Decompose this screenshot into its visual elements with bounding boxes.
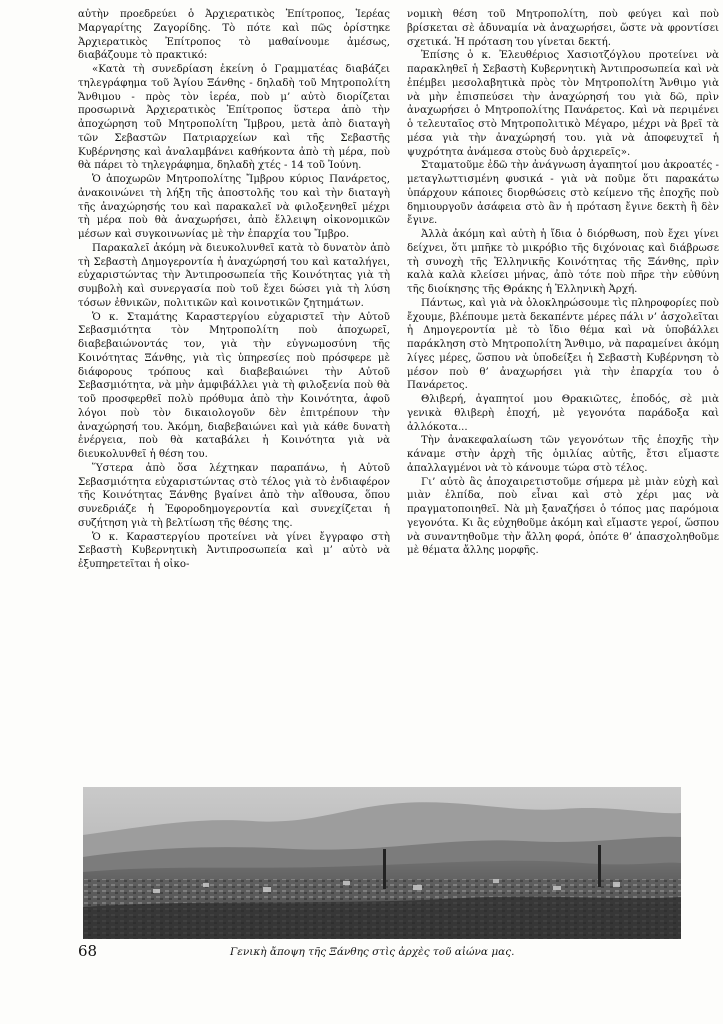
paragraph: Ἀλλὰ ἀκόμη καὶ αὐτὴ ἡ ἴδια ὁ διόρθωση, ποὺ ἔχει γίνει δείχνει, ὅτι μπῆκε τὸ μικρόβιο τῆς διχόνοιας καὶ διάβρωσε τὴ συνοχὴ τῆς Ἑλληνικῆς Κοινότητας τῆς Ξάνθης, πρὶν καλὰ καλὰ κλείσει μήνας, ἀπὸ τότε ποὺ πῆρε τὴν εὐθύνη τῆς διοίκησης τῆς Θράκης ἡ Ἑλληνικὴ Ἀρχή. — [407, 229, 719, 295]
paragraph: αὐτὴν προεδρεύει ὁ Ἀρχιερατικὸς Ἐπίτροπος, Ἱερέας Μαργαρίτης Ζαγορίδης. Τὸ πότε καὶ πῶς ὁρίστηκε Ἀρχιερατικὸς Ἐπίτροπος τὸ μαθαίνουμε ἀμέσως, διαβάζουμε τὸ πρακτικό: — [78, 9, 390, 62]
paragraph: Σταματοῦμε ἐδῶ τὴν ἀνάγνωση ἀγαπητοί μου ἀκροατές - μεταγλωττισμένη φυσικά - γιὰ νὰ ποῦμε ὅτι παρακάτω ὑπάρχουν κάποιες διορθώσεις στὸ κείμενο τῆς ἐποχῆς ποὺ δημιουργοῦν ἀσάφεια στὸ ἂν ἡ πρόταση ἔγινε δεκτὴ ἢ δὲν ἔγινε. — [407, 160, 719, 227]
paragraph: Ἐπίσης ὁ κ. Ἐλευθέριος Χασιοτζόγλου προτείνει νὰ παρακληθεῖ ἡ Σεβαστὴ Κυβερνητικὴ Ἀντιπροσωπεία καὶ νὰ ἐπέμβει μεσολαβητικὰ πρὸς τὸν Μητροπολίτη Ἄνθιμο γιὰ νὰ μὴν ἐπισπεύσει τὴν ἀναχώρησή του γιὰ δῶ, πρὶν ἀναχωρήσει ὁ Μητροπολίτης Πανάρετος. Καὶ νὰ περιμένει ὁ τελευταῖος στὸ Μητροπολιτικὸ Μέγαρο, μέχρι νὰ βρεῖ τὰ μέσα γιὰ τὴν ἀναχώρησή του. γιὰ νὰ ἀποφευχτεῖ ἡ ψυχρότητα ἀνάμεσα στοὺς δυὸ ἀρχιερεῖς». — [407, 50, 719, 158]
paragraph: Παρακαλεῖ ἀκόμη νὰ διευκολυνθεῖ κατὰ τὸ δυνατὸν ἀπὸ τὴ Σεβαστὴ Δημογεροντία ἡ ἀναχώρησή του καὶ καταλήγει, εὐχαριστώντας τὴν Ἀντιπροσωπεία τῆς Κοινότητας γιὰ τὴ συμβολὴ καὶ συνεργασία ποὺ τοῦ ἔχει δώσει γιὰ τὴ λύση τόσων ἐθνικῶν, πολιτικῶν καὶ κοινοτικῶν ζητημάτων. — [78, 242, 390, 309]
text-column-left — [78, 8, 390, 572]
photo-xanthi-panorama — [83, 787, 681, 939]
panorama-illustration — [83, 787, 681, 939]
minaret-shape — [383, 849, 386, 889]
paragraph: Γι’ αὐτὸ ἂς ἀποχαιρετιστοῦμε σήμερα μὲ μιὰν εὐχὴ καὶ μιὰν ἐλπίδα, ποὺ εἶναι καὶ στὸ χέρι μας νὰ πραγματοποιηθεῖ. Νὰ μὴ ξαναζήσει ὁ τόπος μας παρόμοια γεγονότα. Κι ἂς εὐχηθοῦμε ἀκόμη καὶ εἴμαστε γεροί, ὥσπου νὰ συναντηθοῦμε τὴν ἄλλη φορά, ὁπότε θ’ ἀπασχοληθοῦμε μὲ θέματα ἄλλης μορφῆς. — [407, 476, 719, 557]
paragraph: νομικὴ θέση τοῦ Μητροπολίτη, ποὺ φεύγει καὶ ποὺ βρίσκεται σὲ ἀδυναμία νὰ ἀναχωρήσει, ὥστε νὰ φροντίσει σχετικά. Ἡ πρόταση του γίνεται δεκτή. — [407, 9, 719, 48]
paragraph: Πάντως, καὶ γιὰ νὰ ὁλοκληρώσουμε τὶς πληροφορίες ποὺ ἔχουμε, βλέπουμε μετὰ δεκαπέντε μέρες πάλι ν’ ἀσχολεῖται ἡ Δημογεροντία μὲ τὸ ἴδιο θέμα καὶ νὰ ὑποβάλλει παράκληση στὸ Μητροπολίτη Ἄνθιμο, νὰ παραμείνει ἀκόμη λίγες μέρες, ὥσπου νὰ ὑποδείξει ἡ Σεβαστὴ Κυβέρνηση τὸ μέσον ποὺ θ’ ἀναχωρήσει γιὰ τὴν ἐπαρχία του ὁ Πανάρετος. — [407, 297, 719, 392]
photo-caption: Γενικὴ ἄποψη τῆς Ξάνθης στὶς ἀρχὲς τοῦ αἰώνα μας. — [230, 946, 515, 958]
paragraph: Ὁ ἀποχωρῶν Μητροπολίτης Ἴμβρου κύριος Πανάρετος, ἀνακοινώνει τὴ λήξη τῆς ἀποστολῆς του καὶ τὴν διαταγὴ τῆς ἀναχώρησής του καὶ παρακαλεῖ νὰ φιλοξενηθεῖ μέχρι τὴ μέρα ποὺ θὰ ἀναχωρήσει, ἀπὸ ἔλλειψη οἰκονομικῶν μέσων καὶ συγκοινωνίας μὲ τὴν ἐπαρχία του Ἴμβρο. — [78, 174, 390, 240]
paragraph: «Κατὰ τὴ συνεδρίαση ἐκείνη ὁ Γραμματέας διαβάζει τηλεγράφημα τοῦ Ἁγίου Ξάνθης - δηλαδὴ τοῦ Μητροπολίτη Ἄνθιμου - πρὸς τὸν ἱερέα, ποὺ μ’ αὐτὸ διορίζεται προσωρινὰ Ἀρχιερατικὸς Ἐπίτροπος ὕστερα ἀπὸ τὴν ἀποχώρηση τοῦ Μητροπολίτη Ἴμβρου, μετὰ ἀπὸ διαταγὴ τῶν Σεβαστῶν Πατριαρχείων καὶ τῆς Σεβαστῆς Κυβέρνησης καὶ ἀναλαμβάνει καθήκοντα ἀπὸ τὴ μέρα, ποὺ θὰ πάρει τὸ τηλεγράφημα, δηλαδὴ χτές - 14 τοῦ Ἰούνη. — [78, 64, 390, 172]
paragraph: Ὕστερα ἀπὸ ὅσα λέχτηκαν παραπάνω, ἡ Αὐτοῦ Σεβασμιότητα εὐχαριστώντας στὸ τέλος γιὰ τὸ ἐνδιαφέρον τῆς Κοινότητας Ξάνθης βγαίνει ἀπὸ τὴν αἴθουσα, ὅπου συνεδριάζε ἡ Ἐφοροδημογεροντία καὶ συνεχίζεται ἡ συζήτηση γιὰ τὴ βελτίωση τῆς θέσης της. — [78, 462, 390, 529]
paragraph: Τὴν ἀνακεφαλαίωση τῶν γεγονότων τῆς ἐποχῆς τὴν κάναμε στὴν ἀρχὴ τῆς ὁμιλίας αὐτῆς, ἔτσι εἴμαστε ἀπαλλαγμένοι νὰ τὸ κάνουμε τώρα στὸ τέλος. — [407, 435, 719, 474]
paragraph: Θλιβερή, ἀγαπητοί μου Θρακιῶτες, ἐποδός, σὲ μιὰ γενικὰ θλιβερὴ ἐποχή, μὲ γεγονότα παράδοξα καὶ ἀλλόκοτα... — [407, 394, 719, 433]
text-column-right — [407, 8, 719, 558]
page-number: 68 — [78, 942, 98, 960]
paragraph: Ὁ κ. Σταμάτης Καραστεργίου εὐχαριστεῖ τὴν Αὐτοῦ Σεβασμιότητα τὸν Μητροπολίτη ποὺ ἀποχωρεῖ, διαβεβαιώνοντάς τον, γιὰ τὴν εὐγνωμοσύνη τῆς Κοινότητας Ξάνθης, γιὰ τὶς ὑπηρεσίες ποὺ πρόσφερε μὲ διάφορους τρόπους καὶ διαβεβαιώνει τὴν Αὐτοῦ Σεβασμιότητα, νὰ μὴν ἀμφιβάλλει γιὰ τὴ φιλοξενία ποὺ θὰ τοῦ προσφερθεῖ πολὺ πρόθυμα ἀπὸ τὴν Κοινότητα, ἀφοῦ λόγοι ποὺ τὸν δικαιολογοῦν δὲν ἐπιτρέπουν τὴν ἀναχώρησή του. Ἀκόμη, διαβεβαιώνει καὶ γιὰ κάθε δυνατὴ ἐνέργεια, ποὺ θὰ καταβάλει ἡ Κοινότητα γιὰ νὰ διευκολυνθεῖ ἡ θέση του. — [78, 311, 390, 460]
paragraph: Ὁ κ. Καραστεργίου προτείνει νὰ γίνει ἔγγραφο στὴ Σεβαστὴ Κυβερνητικὴ Ἀντιπροσωπεία καὶ μ’ αὐτὸ νὰ ἐξυπηρετεῖται ἡ οἰκο- — [78, 531, 390, 570]
